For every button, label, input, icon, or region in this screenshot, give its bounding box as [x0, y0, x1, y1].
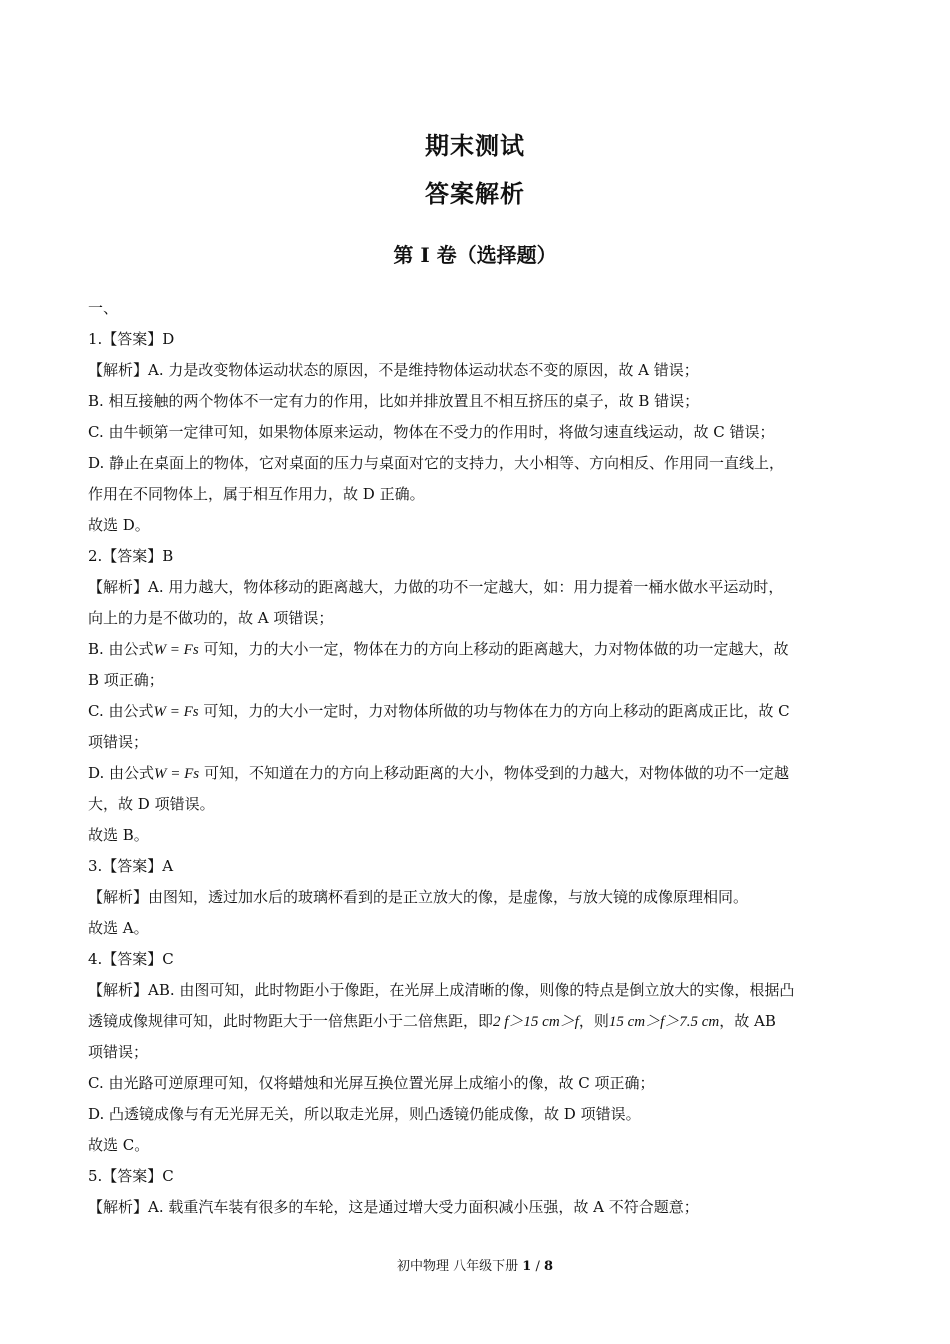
q5-explanation-a: 【解析】A. 载重汽车装有很多的车轮，这是通过增大受力面积减小压强，故 A 不符合题意； [88, 1198, 699, 1216]
q4-ab-prefix: 透镜成像规律可知，此时物距大于一倍焦距小于二倍焦距，即 [88, 1012, 494, 1030]
q2-c-text: 可知，力的大小一定时，力对物体所做的功与物体在力的方向上移动的距离成正比，故 C [203, 702, 790, 720]
page-subtitle: 答案解析 [425, 180, 525, 208]
q2-explanation-b-2: B 项正确； [88, 671, 164, 689]
formula-work: W = Fs [153, 642, 199, 658]
q2-d-prefix: D. 由公式 [88, 764, 155, 782]
q4-explanation-d: D. 凸透镜成像与有无光屏无关，所以取走光屏，则凸透镜仍能成像，故 D 项错误。 [88, 1105, 641, 1123]
q2-explanation-d-2: 大，故 D 项错误。 [88, 795, 215, 813]
q3-choice: 故选 A。 [88, 919, 149, 937]
q1-explanation-a: 【解析】A. 力是改变物体运动状态的原因，不是维持物体运动状态不变的原因，故 A 错误； [88, 361, 699, 379]
q4-choice: 故选 C。 [88, 1136, 150, 1154]
page-title: 期末测试 [425, 132, 525, 160]
q1-explanation-b: B. 相互接触的两个物体不一定有力的作用，比如并排放置且不相互挤压的桌子，故 B 错误； [88, 392, 700, 410]
q2-d-text: 可知，不知道在力的方向上移动距离的大小，物体受到的力越大，对物体做的功不一定越 [203, 764, 789, 782]
q2-b-text: 可知，力的大小一定，物体在力的方向上移动的距离越大，力对物体做的功一定越大，故 [203, 640, 789, 658]
q1-choice: 故选 D。 [88, 516, 150, 534]
formula-work: W = Fs [153, 704, 199, 720]
q3-answer: 3.【答案】A [88, 857, 174, 875]
q2-explanation-c-2: 项错误； [88, 733, 149, 751]
page-number-current: 1 [522, 1259, 532, 1274]
q5-answer: 5.【答案】C [88, 1167, 174, 1185]
q4-explanation-ab-2 [88, 1006, 866, 1037]
page-number-total: 8 [543, 1259, 554, 1274]
q2-explanation-a-1: 【解析】A. 用力越大，物体移动的距离越大，力做的功不一定越大，如：用力提着一桶水做水平运动时， [88, 578, 784, 596]
q4-explanation-ab-1: 【解析】AB. 由图可知，此时物距小于像距，在光屏上成清晰的像，则像的特点是倒立放大的实像，根据凸 [88, 981, 795, 999]
q2-answer: 2.【答案】B [88, 547, 174, 565]
answer-content [88, 293, 866, 1223]
q4-ab-suffix: ，故 AB [719, 1012, 776, 1030]
page-footer [0, 1255, 950, 1274]
q2-c-prefix: C. 由公式 [88, 702, 154, 720]
q2-explanation-b-1 [88, 634, 866, 665]
q1-explanation-c: C. 由牛顿第一定律可知，如果物体原来运动，物体在不受力的作用时，将做匀速直线运动，故 C 错误； [88, 423, 775, 441]
q2-b-prefix: B. 由公式 [88, 640, 154, 658]
q4-explanation-ab-3: 项错误； [88, 1043, 149, 1061]
q1-answer: 1.【答案】D [88, 330, 175, 348]
q3-explanation: 【解析】由图知，透过加水后的玻璃杯看到的是正立放大的像，是虚像，与放大镜的成像原理相同。 [88, 888, 749, 906]
q4-explanation-c: C. 由光路可逆原理可知，仅将蜡烛和光屏互换位置光屏上成缩小的像，故 C 项正确； [88, 1074, 655, 1092]
section-title: 第 I 卷（选择题） [393, 243, 557, 267]
q1-explanation-d-2: 作用在不同物体上，属于相互作用力，故 D 正确。 [88, 485, 425, 503]
inequality-focal-2: 15 cm＞f＞7.5 cm [608, 1014, 720, 1030]
formula-work: W = Fs [154, 766, 200, 782]
q1-explanation-d-1: D. 静止在桌面上的物体，它对桌面的压力与桌面对它的支持力，大小相等、方向相反、作用同一直线上， [88, 454, 785, 472]
page-number-separator: / [535, 1259, 540, 1274]
q2-explanation-d-1 [88, 758, 866, 789]
part-label: 一、 [88, 299, 119, 317]
q2-choice: 故选 B。 [88, 826, 149, 844]
q4-ab-mid: ，则 [578, 1012, 609, 1030]
q4-answer: 4.【答案】C [88, 950, 174, 968]
footer-text: 初中物理 八年级下册 [396, 1259, 519, 1274]
q2-explanation-c-1 [88, 696, 866, 727]
q2-explanation-a-2: 向上的力是不做功的，故 A 项错误； [88, 609, 334, 627]
inequality-focal-1: 2 f＞15 cm＞f [493, 1014, 579, 1030]
